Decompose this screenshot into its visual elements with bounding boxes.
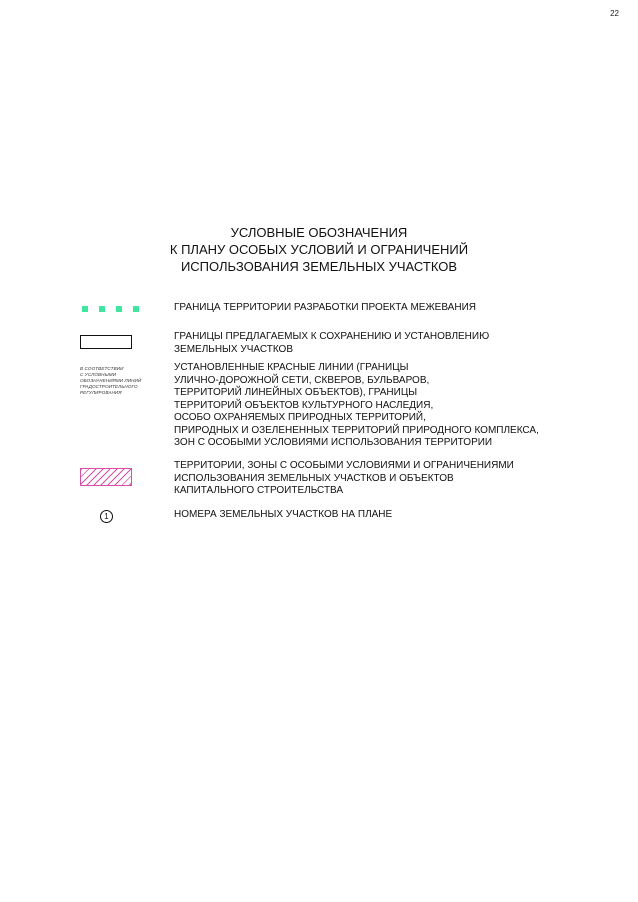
- note-line: РЕГУЛИРОВАНИЯ: [80, 390, 122, 395]
- note-line: ГРАДОСТРОИТЕЛЬНОГО: [80, 384, 138, 389]
- description-line: ЗОН С ОСОБЫМИ УСЛОВИЯМИ ИСПОЛЬЗОВАНИЯ ТЕРРИТОРИИ: [174, 437, 493, 448]
- description-line: ГРАНИЦЫ ПРЕДЛАГАЕМЫХ К СОХРАНЕНИЮ И УСТАНОВЛЕНИЮ: [174, 331, 490, 342]
- description-line: ОСОБО ОХРАНЯЕМЫХ ПРИРОДНЫХ ТЕРРИТОРИЙ,: [174, 412, 426, 423]
- description-line: ЗЕМЕЛЬНЫХ УЧАСТКОВ: [174, 343, 293, 355]
- note-line: С УСЛОВНЫМИ: [80, 372, 117, 377]
- description-line: УСТАНОВЛЕННЫЕ КРАСНЫЕ ЛИНИИ (ГРАНИЦЫ: [174, 362, 409, 373]
- description-line: ТЕРРИТОРИИ, ЗОНЫ С ОСОБЫМИ УСЛОВИЯМИ И ОГРАНИЧЕНИЯМИ: [174, 460, 514, 471]
- title-line: К ПЛАНУ ОСОБЫХ УСЛОВИЙ И ОГРАНИЧЕНИЙ: [169, 242, 469, 257]
- red-lines-symbol-note: [80, 366, 170, 396]
- legend-description: [174, 460, 614, 498]
- boundary-dash: [82, 306, 88, 312]
- note-line: ОБОЗНАЧЕНИЯМИ ЛИНИЙ: [80, 378, 142, 383]
- parcel-boundary-symbol: [80, 335, 132, 349]
- description-line: КАПИТАЛЬНОГО СТРОИТЕЛЬСТВА: [174, 485, 344, 496]
- green-boundary-symbol: [82, 306, 139, 312]
- note-line: В СООТВЕТСТВИИ: [80, 366, 124, 371]
- description-line: ТЕРРИТОРИЙ ЛИНЕЙНЫХ ОБЪЕКТОВ), ГРАНИЦЫ: [174, 387, 418, 398]
- legend-description: [174, 302, 614, 315]
- legend-description: [174, 331, 614, 356]
- description-line: ПРИРОДНЫХ И ОЗЕЛЕНЕННЫХ ТЕРРИТОРИЙ ПРИРОДНОГО КОМПЛЕКСА,: [174, 424, 539, 436]
- boundary-dash: [133, 306, 139, 312]
- description-line: НОМЕРА ЗЕМЕЛЬНЫХ УЧАСТКОВ НА ПЛАНЕ: [174, 509, 393, 520]
- title-line: УСЛОВНЫЕ ОБОЗНАЧЕНИЯ: [230, 225, 408, 240]
- description-line: УЛИЧНО-ДОРОЖНОЙ СЕТИ, СКВЕРОВ, БУЛЬВАРОВ,: [174, 374, 430, 386]
- title-line: ИСПОЛЬЗОВАНИЯ ЗЕМЕЛЬНЫХ УЧАСТКОВ: [180, 259, 458, 274]
- boundary-dash: [116, 306, 122, 312]
- legend-title: [0, 224, 638, 275]
- legend-description: [174, 509, 614, 522]
- magenta-hatch-symbol: [80, 468, 132, 486]
- description-line: ГРАНИЦА ТЕРРИТОРИИ РАЗРАБОТКИ ПРОЕКТА МЕЖЕВАНИЯ: [174, 302, 476, 313]
- description-line: ТЕРРИТОРИЙ ОБЪЕКТОВ КУЛЬТУРНОГО НАСЛЕДИЯ,: [174, 399, 434, 411]
- boundary-dash: [99, 306, 105, 312]
- description-line: ИСПОЛЬЗОВАНИЯ ЗЕМЕЛЬНЫХ УЧАСТКОВ И ОБЪЕКТОВ: [174, 472, 454, 484]
- parcel-number-circle-icon: 1: [100, 510, 113, 523]
- page-number: 22: [610, 9, 619, 18]
- legend-description: [174, 362, 614, 450]
